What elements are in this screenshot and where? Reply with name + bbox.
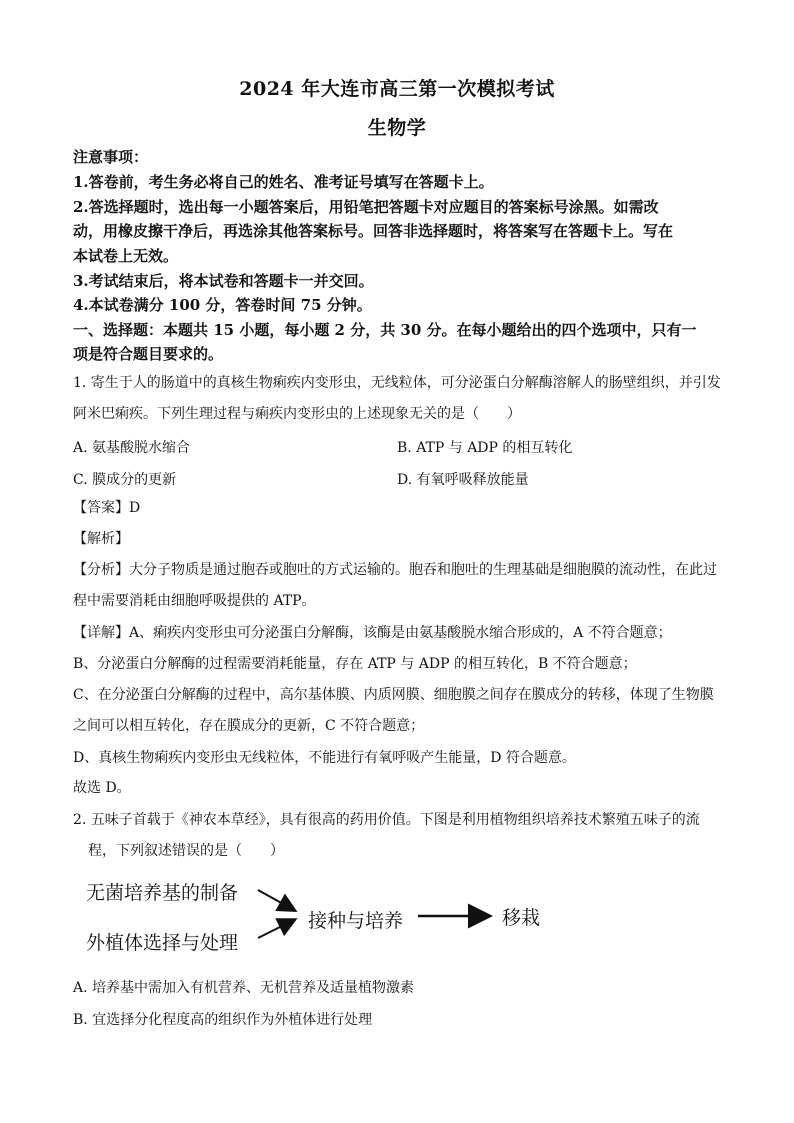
q1-detail: 之间可以相互转化，存在膜成分的更新，C 不符合题意； <box>73 718 425 734</box>
q1-analysis-label: 【解析】 <box>73 531 129 547</box>
q2-option-a: A. 培养基中需加入有机营养、无机营养及适量植物激素 <box>73 980 415 996</box>
section-heading: 一、选择题：本题共 15 小题，每小题 2 分，共 30 分。在每小题给出的四个选项中，只有一 <box>73 321 697 339</box>
q2-stem-cont: 程，下列叙述错误的是（ ） <box>88 843 284 859</box>
q1-option-d: D. 有氧呼吸释放能量 <box>397 472 529 488</box>
arrow-lower <box>258 920 294 938</box>
section-heading-cont: 项是符合题目要求的。 <box>73 345 224 363</box>
q2-stem: 2. 五味子首载于《神农本草经》，具有很高的药用价值。下图是利用植物组织培养技术繁殖五味子的流 <box>73 812 700 828</box>
q1-analysis-cont: 程中需要消耗由细胞呼吸提供的 ATP。 <box>73 593 316 609</box>
q1-stem-cont: 阿米巴痢疾。下列生理过程与痢疾内变形虫的上述现象无关的是（ ） <box>73 406 521 422</box>
flow-arrows <box>80 868 560 958</box>
flow-step-medium-prep: 无菌培养基的制备 <box>86 882 239 904</box>
note-line: 3.考试结束后，将本试卷和答题卡一并交回。 <box>73 272 374 290</box>
q1-detail: C、在分泌蛋白分解酶的过程中，高尔基体膜、内质网膜、细胞膜之间存在膜成分的转移，体现了生物膜 <box>73 687 714 703</box>
q1-analysis: 【分析】大分子物质是通过胞吞或胞吐的方式运输的。胞吞和胞吐的生理基础是细胞膜的流动性，在此过 <box>73 562 717 578</box>
q1-option-c: C. 膜成分的更新 <box>73 472 177 488</box>
q1-detail: D、真核生物痢疾内变形虫无线粒体，不能进行有氧呼吸产生能量，D 符合题意。 <box>73 750 576 766</box>
note-line: 动，用橡皮擦干净后，再选涂其他答案标号。回答非选择题时，将答案写在答题卡上。写在 <box>73 222 674 240</box>
note-line: 本试卷上无效。 <box>73 247 179 265</box>
exam-title: 2024 年大连市高三第一次模拟考试 <box>239 78 555 100</box>
flow-step-transplant: 移栽 <box>502 907 541 929</box>
q2-option-b: B. 宜选择分化程度高的组织作为外植体进行处理 <box>73 1012 373 1028</box>
q1-answer: 【答案】D <box>73 500 141 516</box>
q1-detail: 【详解】A、痢疾内变形虫可分泌蛋白分解酶，该酶是由氨基酸脱水缩合形成的，A 不符合题意； <box>73 625 672 641</box>
note-line: 1.答卷前，考生务必将自己的姓名、准考证号填写在答题卡上。 <box>73 173 494 191</box>
q1-stem: 1. 寄生于人的肠道中的真核生物痢疾内变形虫，无线粒体，可分泌蛋白分解酶溶解人的肠壁组织，并引发 <box>73 375 721 391</box>
flow-step-explant: 外植体选择与处理 <box>86 932 239 954</box>
arrow-upper <box>258 890 294 910</box>
q1-conclusion: 故选 D。 <box>73 780 131 796</box>
notes-heading: 注意事项： <box>73 148 149 166</box>
flow-step-inoculate: 接种与培养 <box>308 910 404 932</box>
subject-title: 生物学 <box>367 117 427 139</box>
q1-detail: B、分泌蛋白分解酶的过程需要消耗能量，存在 ATP 与 ADP 的相互转化，B 不符合题意； <box>73 656 637 672</box>
note-line: 4.本试卷满分 100 分，答卷时间 75 分钟。 <box>73 296 372 314</box>
q1-option-a: A. 氨基酸脱水缩合 <box>73 440 191 456</box>
q1-option-b: B. ATP 与 ADP 的相互转化 <box>397 440 573 456</box>
process-flow-diagram <box>80 868 560 958</box>
note-line: 2.答选择题时，选出每一小题答案后，用铅笔把答题卡对应题目的答案标号涂黑。如需改 <box>73 198 659 216</box>
